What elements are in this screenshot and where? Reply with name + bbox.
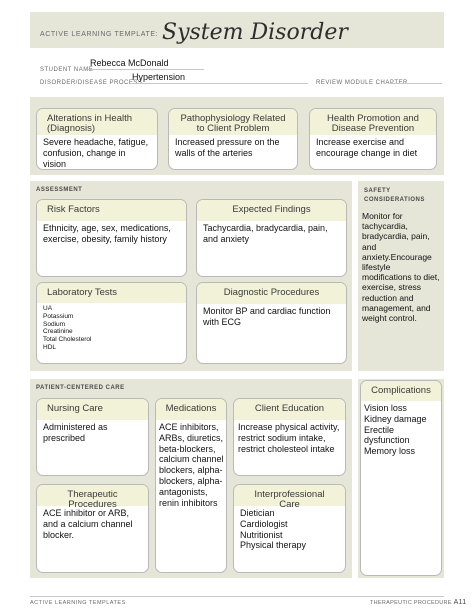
safety-label: SAFETY CONSIDERATIONS [364, 188, 425, 203]
risk-factors-body[interactable]: Ethnicity, age, sex, medications, exercise, obesity, family history [43, 223, 171, 244]
diagnostic-procedures-body[interactable]: Monitor BP and cardiac function with ECG [203, 306, 331, 327]
patient-care-label: PATIENT-CENTERED CARE [36, 385, 125, 391]
lab-test-item: Sodium [43, 320, 66, 328]
client-education-body[interactable]: Increase physical activity, restrict sodium intake, restrict cholesteol intake [238, 422, 340, 454]
student-name-value[interactable]: Rebecca McDonald [90, 58, 169, 68]
disorder-label: DISORDER/DISEASE PROCESS [40, 80, 143, 86]
therapeutic-procedures-body[interactable]: ACE inhibitor or ARB, and a calcium channel blocker. [43, 508, 133, 540]
disorder-underline [130, 83, 308, 84]
nursing-care-title: Nursing Care [37, 399, 148, 420]
template-prefix: ACTIVE LEARNING TEMPLATE: [40, 31, 159, 38]
complications-box [360, 380, 442, 576]
risk-factors-box [36, 199, 187, 277]
laboratory-tests-box [36, 282, 187, 364]
expected-findings-title: Expected Findings [197, 200, 346, 221]
assessment-label: ASSESSMENT [36, 187, 83, 193]
alterations-body[interactable]: Severe headache, fatigue, confusion, change in vision [43, 137, 149, 169]
medications-body[interactable]: ACE inhibitors, ARBs, diuretics, beta-blockers, calcium channel blockers, alpha-blockers, alpha-antagonists, renin inhibitors [159, 422, 224, 508]
lab-test-item: Potassium [43, 312, 74, 320]
client-education-box [233, 398, 346, 476]
lab-test-item: UA [43, 305, 53, 312]
student-name-label: STUDENT NAME [40, 67, 94, 73]
laboratory-tests-list[interactable] [37, 303, 186, 352]
pathophysiology-body[interactable]: Increased pressure on the walls of the arteries [175, 137, 280, 158]
expected-findings-box [196, 199, 347, 277]
footer-rule [30, 596, 444, 597]
footer-procedure-label: THERAPEUTIC PROCEDURE [370, 600, 452, 606]
footer-right-text [370, 599, 466, 606]
health-promotion-box [309, 108, 437, 170]
nursing-care-box [36, 398, 149, 476]
diagnostic-procedures-title: Diagnostic Procedures [197, 283, 346, 304]
alterations-box [36, 108, 158, 170]
complication-item: Erectile dysfunction [364, 424, 410, 446]
health-promotion-body[interactable]: Increase exercise and encourage change in diet [316, 137, 418, 158]
interprofessional-item: Dietician [240, 508, 275, 518]
interprofessional-care-list[interactable] [234, 506, 345, 551]
lab-test-item: Total Cholesterol [43, 336, 92, 344]
complications-list[interactable] [361, 401, 441, 457]
expected-findings-body[interactable]: Tachycardia, bradycardia, pain, and anxiety [203, 223, 328, 244]
review-module-underline[interactable] [390, 83, 442, 84]
safety-body[interactable]: Monitor for tachycardia, bradycardia, pain, and anxiety.Encourage lifestyle modifications to diet, exercise, stress reduction and management, and weight control. [362, 211, 440, 323]
interprofessional-item: Nutritionist [240, 529, 283, 540]
pathophysiology-title: Pathophysiology Related to Client Problem [169, 109, 297, 135]
lab-test-item: HDL [43, 343, 57, 351]
complication-item: Vision loss [364, 403, 407, 413]
diagnostic-procedures-box [196, 282, 347, 364]
disorder-value[interactable]: Hypertension [132, 72, 186, 82]
student-name-underline [88, 69, 204, 70]
interprofessional-care-title: Interprofessional Care [234, 485, 345, 506]
footer-page-number: A11 [453, 599, 467, 606]
alterations-title: Alterations in Health (Diagnosis) [37, 109, 157, 135]
template-title: System Disorder [162, 20, 348, 45]
laboratory-tests-title: Laboratory Tests [37, 283, 186, 303]
risk-factors-title: Risk Factors [37, 200, 186, 221]
complications-title: Complications [361, 381, 441, 401]
medications-box [155, 398, 227, 573]
pathophysiology-box [168, 108, 298, 170]
footer-left-text: ACTIVE LEARNING TEMPLATES [30, 600, 126, 606]
complication-item: Kidney damage [364, 413, 427, 424]
interprofessional-item: Physical therapy [240, 540, 307, 551]
client-education-title: Client Education [234, 399, 345, 420]
review-module-label: REVIEW MODULE CHAPTER [316, 80, 408, 86]
interprofessional-item: Cardiologist [240, 518, 288, 529]
interprofessional-care-box [233, 484, 346, 573]
nursing-care-body[interactable]: Administered as prescribed [43, 422, 108, 443]
medications-title: Medications [156, 399, 226, 420]
complication-item: Memory loss [364, 446, 416, 457]
health-promotion-title: Health Promotion and Disease Prevention [310, 109, 436, 135]
therapeutic-procedures-title: Therapeutic Procedures [37, 485, 148, 506]
therapeutic-procedures-box [36, 484, 149, 573]
lab-test-item: Creatinine [43, 328, 73, 336]
